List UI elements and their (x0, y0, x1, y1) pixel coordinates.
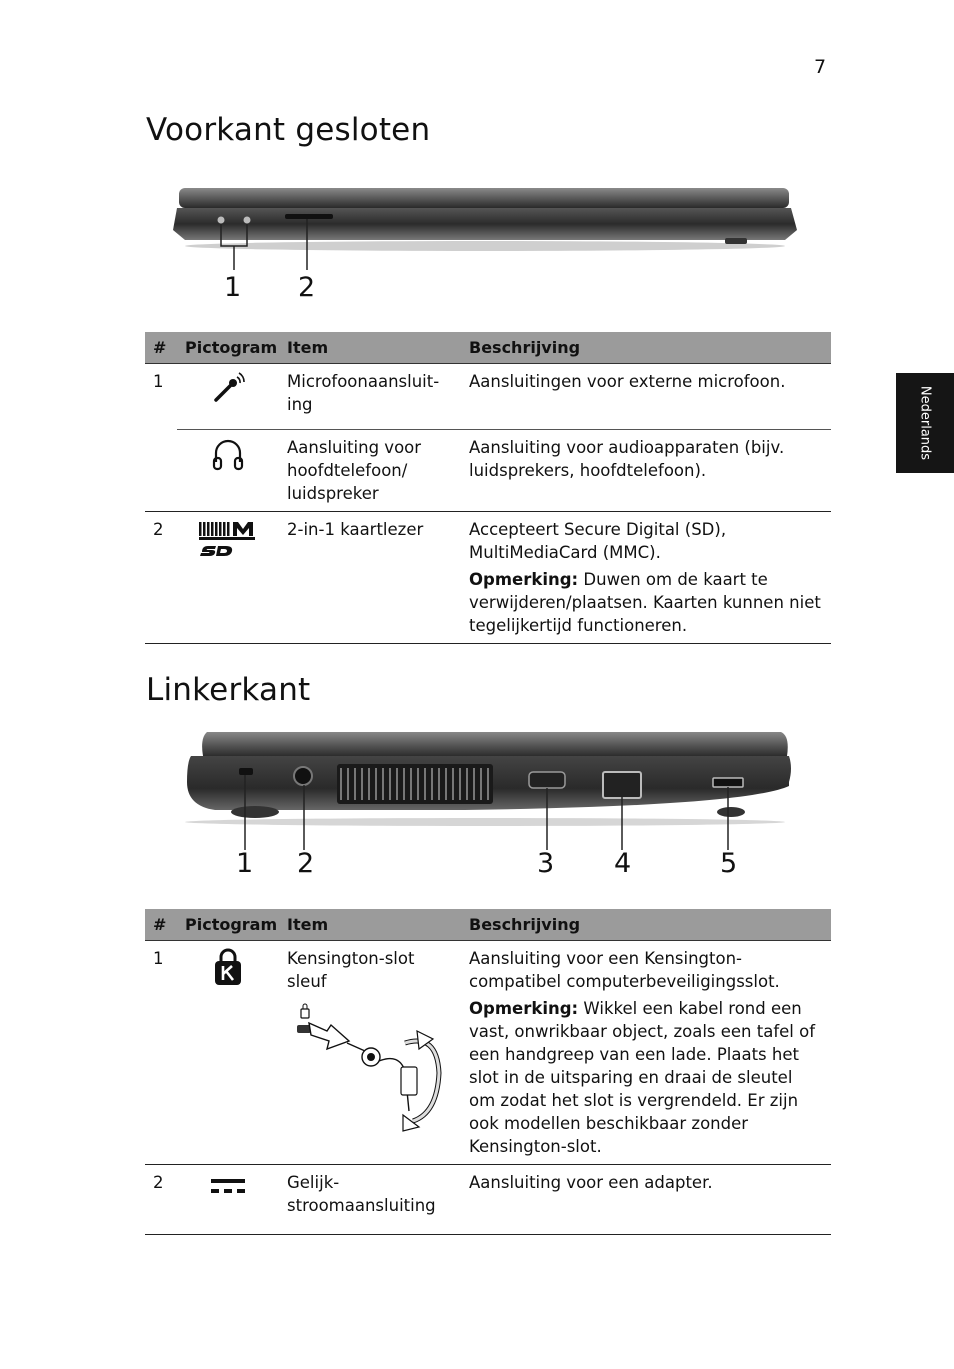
row-num (145, 430, 177, 512)
row-item: Microfoonaansluit-ing (279, 364, 461, 430)
header-icon: Pictogram (177, 332, 279, 364)
row-item: Gelijk-stroomaansluiting (279, 1165, 461, 1235)
note-label: Opmerking: (469, 570, 579, 589)
microphone-icon (177, 364, 279, 430)
language-side-tab (896, 373, 954, 473)
header-item: Item (279, 909, 461, 941)
row-item: Aansluiting voor hoofdtelefoon/ luidspreker (279, 430, 461, 512)
left-view-figure (145, 726, 835, 886)
note-label: Opmerking: (469, 999, 579, 1018)
table-row (145, 430, 831, 512)
section-title-front: Voorkant gesloten (146, 112, 431, 148)
row-note (469, 568, 823, 637)
callout-1: 1 (236, 848, 254, 879)
header-item: Item (279, 332, 461, 364)
row-item: Kensington-slot sleuf (287, 949, 415, 991)
row-num: 2 (145, 512, 177, 644)
table-header-row (145, 332, 831, 364)
row-description: Aansluiting voor een adapter. (461, 1165, 831, 1235)
note-text: Wikkel een kabel rond een vast, onwrikbaar object, zoals een tafel of een handgreep van een lade. Plaats het slot in de uitsparing en draai de sleutel om zodat het slot is vergrendeld. Er zijn ook modellen beschikbaar zonder Kensington-slot. (469, 999, 816, 1156)
table-row (145, 364, 831, 430)
row-description-cell (461, 941, 831, 1165)
callout-1: 1 (224, 272, 242, 303)
row-item-cell (279, 941, 461, 1165)
row-description: Aansluiting voor audioapparaten (bijv. luidsprekers, hoofdtelefoon). (461, 430, 831, 512)
row-description: Aansluiting voor een Kensington-compatibel computerbeveiligingsslot. (469, 949, 780, 991)
front-view-illustration (145, 180, 815, 310)
side-tab-label: Nederlands (917, 385, 933, 461)
row-item: 2-in-1 kaartlezer (279, 512, 461, 644)
table-row (145, 1165, 831, 1235)
front-ports-table (145, 332, 831, 644)
note-text: Duwen om de kaart te verwijderen/plaatsen. Kaarten kunnen niet tegelijkertijd functioneren. (469, 570, 821, 635)
header-description: Beschrijving (461, 332, 831, 364)
kensington-lock-icon (177, 941, 279, 1165)
header-num: # (145, 909, 177, 941)
front-view-figure (145, 180, 815, 310)
callout-5: 5 (720, 848, 738, 879)
left-ports-table (145, 909, 831, 1235)
callout-3: 3 (537, 848, 555, 879)
row-description-cell (461, 512, 831, 644)
headphones-icon (177, 430, 279, 512)
header-icon: Pictogram (177, 909, 279, 941)
kensington-lock-illustration (287, 1003, 447, 1135)
callout-4: 4 (614, 848, 632, 879)
row-description: Aansluitingen voor externe microfoon. (461, 364, 831, 430)
page-number: 7 (814, 56, 827, 78)
header-num: # (145, 332, 177, 364)
callout-2: 2 (297, 848, 315, 879)
mmc-sd-card-icon (177, 512, 279, 644)
table-header-row (145, 909, 831, 941)
dc-power-icon (177, 1165, 279, 1235)
row-description: Accepteert Secure Digital (SD), MultiMediaCard (MMC). (469, 520, 727, 562)
row-num: 1 (145, 941, 177, 1165)
row-num: 1 (153, 372, 164, 391)
section-title-left: Linkerkant (146, 672, 311, 708)
callout-2: 2 (298, 272, 316, 303)
row-note (469, 997, 823, 1158)
table-row (145, 512, 831, 644)
row-num: 2 (145, 1165, 177, 1235)
table-row (145, 941, 831, 1165)
header-description: Beschrijving (461, 909, 831, 941)
